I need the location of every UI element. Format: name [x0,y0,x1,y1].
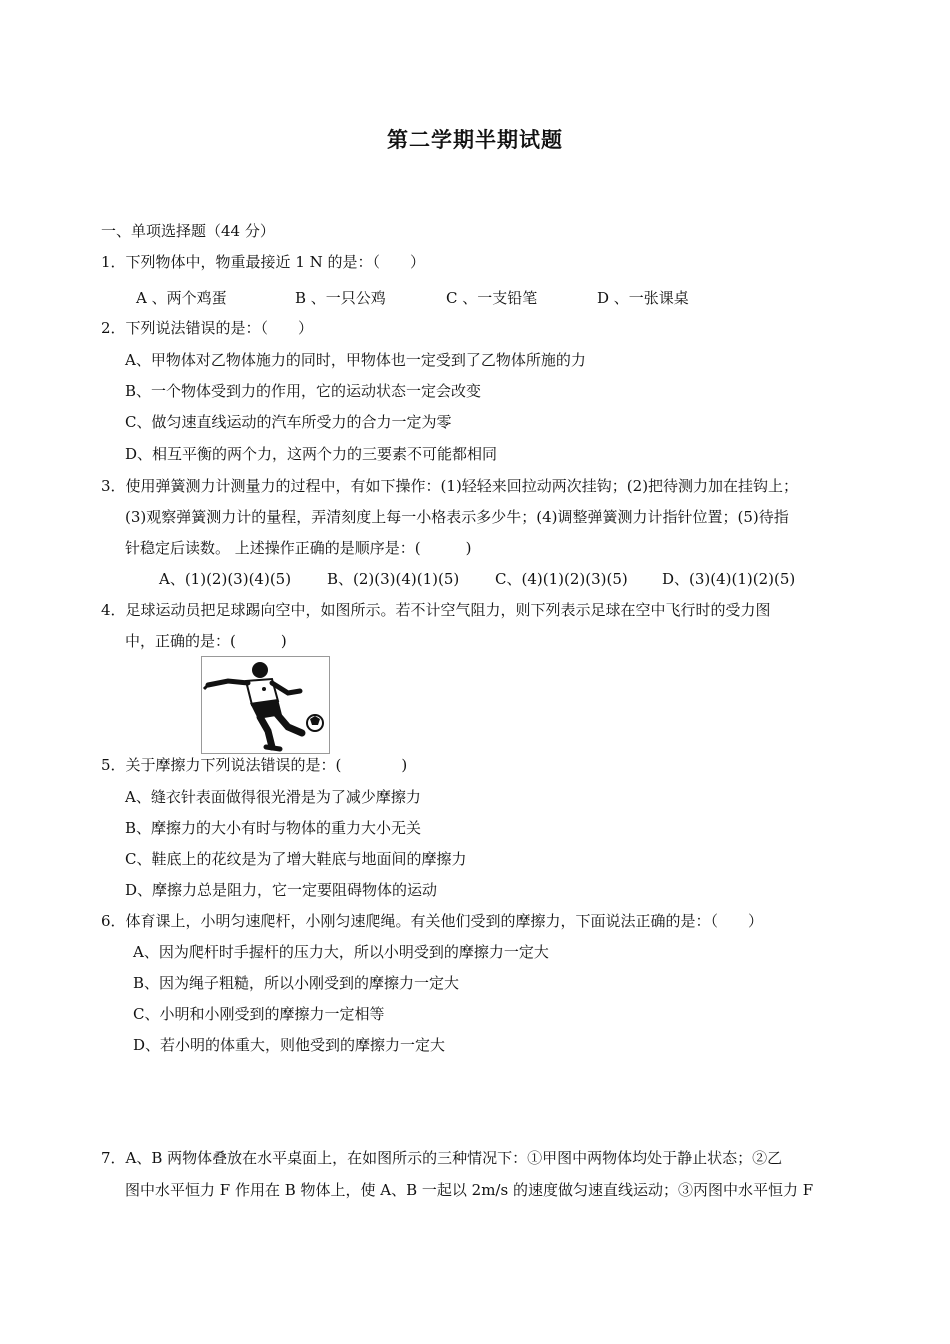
q7-line-1: 7．A、B 两物体叠放在水平桌面上，在如图所示的三种情况下：①甲图中两物体均处于静止状态；②乙 [101,1149,783,1167]
q5-option-b: B、摩擦力的大小有时与物体的重力大小无关 [125,819,422,837]
q3-option-d: D、(3)(4)(1)(2)(5) [662,570,796,588]
q6-option-b: B、因为绳子粗糙，所以小刚受到的摩擦力一定大 [133,974,460,992]
q4-line-2: 中，正确的是：( ) [125,632,287,650]
q6-option-c: C、小明和小刚受到的摩擦力一定相等 [133,1005,385,1023]
q1-option-b: B 、一只公鸡 [295,289,386,307]
q4-line-1: 4．足球运动员把足球踢向空中，如图所示。若不计空气阻力，则下列表示足球在空中飞行时的受力图 [101,601,771,619]
q3-line-1: 3．使用弹簧测力计测量力的过程中，有如下操作：(1)轻轻来回拉动两次挂钩；(2)把待测力加在挂钩上； [101,477,799,495]
q1-stem: 1．下列物体中，物重最接近 1 N 的是：（ ） [101,253,426,271]
q6-option-d: D、若小明的体重大，则他受到的摩擦力一定大 [133,1036,446,1054]
page-title: 第二学期半期试题 [387,127,563,152]
q7-line-2: 图中水平恒力 F 作用在 B 物体上，使 A、B 一起以 2m/s 的速度做匀速直线运动；③丙图中水平恒力 F [125,1181,814,1199]
q2-option-b: B、一个物体受到力的作用，它的运动状态一定会改变 [125,382,482,400]
q6-option-a: A、因为爬杆时手握杆的压力大，所以小明受到的摩擦力一定大 [133,943,549,961]
q3-options [0,569,950,589]
q3-option-b: B、(2)(3)(4)(1)(5) [327,570,460,588]
q2-option-d: D、相互平衡的两个力，这两个力的三要素不可能都相同 [125,445,498,463]
q3-line-2: (3)观察弹簧测力计的量程，弄清刻度上每一小格表示多少牛；(4)调整弹簧测力计指针位置；(5)待指 [125,508,789,526]
q1-options [0,288,950,308]
q1-option-d: D 、一张课桌 [597,289,689,307]
q2-stem: 2．下列说法错误的是：（ ） [101,319,314,337]
q2-option-c: C、做匀速直线运动的汽车所受力的合力一定为零 [125,413,452,431]
soccer-player-figure [201,656,330,754]
soccer-player-icon [202,657,329,753]
q3-line-3: 针稳定后读数。 上述操作正确的是顺序是：( ) [125,539,472,557]
q5-stem: 5．关于摩擦力下列说法错误的是：( ) [101,756,408,774]
q1-option-c: C 、一支铅笔 [446,289,538,307]
q3-option-c: C、(4)(1)(2)(3)(5) [495,570,628,588]
q5-option-c: C、鞋底上的花纹是为了增大鞋底与地面间的摩擦力 [125,850,467,868]
q6-stem: 6．体育课上，小明匀速爬杆，小刚匀速爬绳。有关他们受到的摩擦力，下面说法正确的是：（ ） [101,912,764,930]
section-heading: 一、单项选择题（44 分） [101,222,275,240]
q5-option-d: D、摩擦力总是阻力，它一定要阻碍物体的运动 [125,881,438,899]
q3-option-a: A、(1)(2)(3)(4)(5) [159,570,292,588]
q5-option-a: A、缝衣针表面做得很光滑是为了减少摩擦力 [125,788,421,806]
q1-option-a: A 、两个鸡蛋 [136,289,227,307]
q2-option-a: A、甲物体对乙物体施力的同时，甲物体也一定受到了乙物体所施的力 [125,351,586,369]
